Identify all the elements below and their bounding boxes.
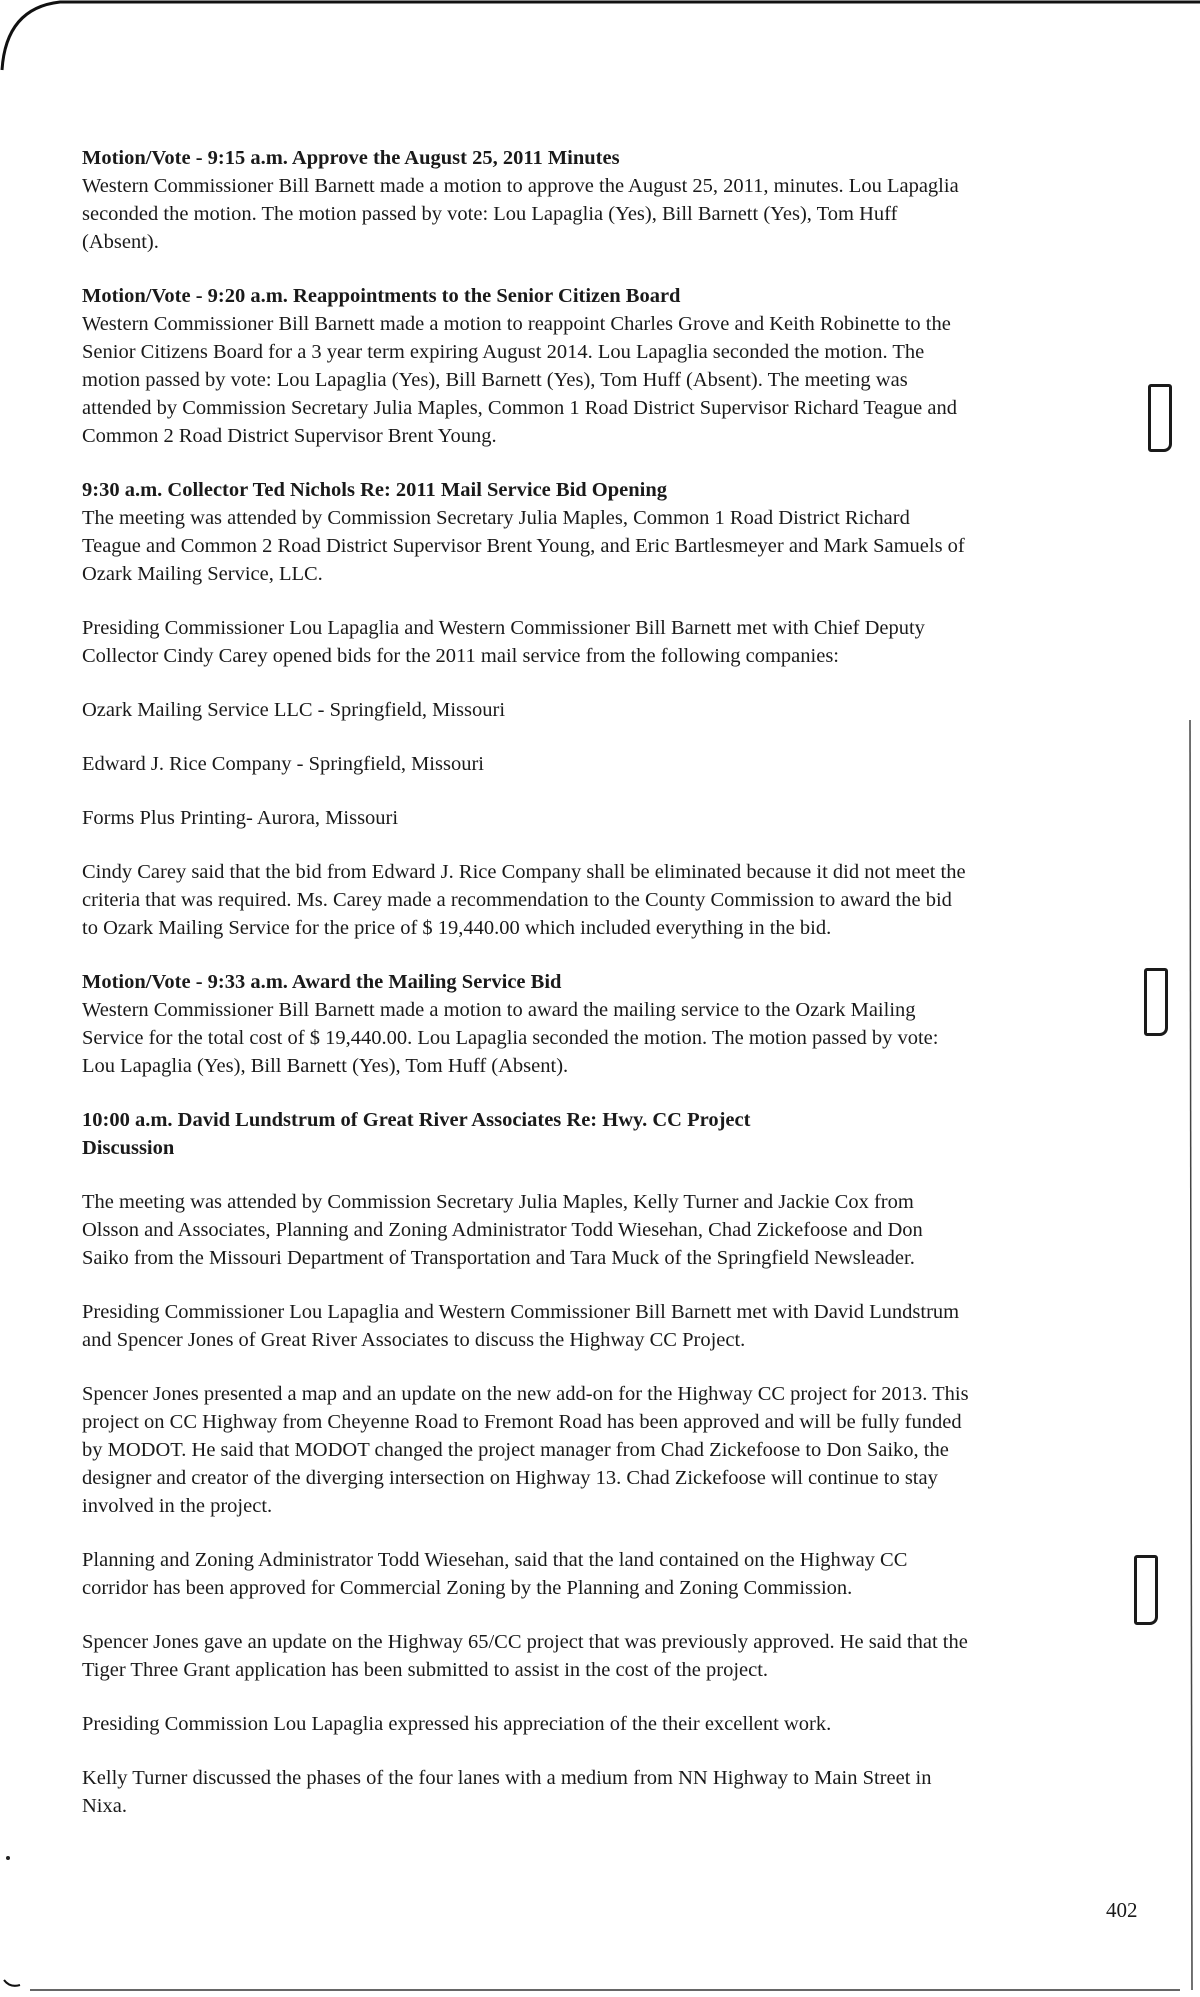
section-senior-board xyxy=(82,282,1117,450)
margin-bracket-1 xyxy=(1148,384,1172,452)
paragraph: Presiding Commission Lou Lapaglia expressed his appreciation of the their excellent work. xyxy=(82,1713,832,1735)
paragraph: The meeting was attended by Commission Secretary Julia Maples, Kelly Turner and Jackie Cox from Olsson and Associates, Planning and Zoning Administrator Todd Wiesehan, Chad Zickefoose and Don Saiko from the Missouri Department of Transportation and Tara Muck of the Springfield Newsleader. xyxy=(82,1191,923,1269)
section-hwy-cc-project xyxy=(82,1106,1117,1820)
section-text: Western Commissioner Bill Barnett made a motion to reappoint Charles Grove and Keith Robinette to the Senior Citizens Board for a 3 year term expiring August 2014. Lou Lapaglia seconded the motion. The motion passed by vote: Lou Lapaglia (Yes), Bill Barnett (Yes), Tom Huff (Absent). The meeting was attended by Commission Secretary Julia Maples, Common 1 Road District Supervisor Richard Teague and Common 2 Road District Supervisor Brent Young. xyxy=(82,313,957,447)
paragraph: Spencer Jones gave an update on the Highway 65/CC project that was previously approved. He said that the Tiger Three Grant application has been submitted to assist in the cost of the project. xyxy=(82,1631,968,1681)
page-number: 402 xyxy=(1106,1898,1138,1922)
bid-intro: Presiding Commissioner Lou Lapaglia and Western Commissioner Bill Barnett met with Chief Deputy Collector Cindy Carey opened bids for the 2011 mail service from the following companies: xyxy=(82,617,925,667)
scan-speck xyxy=(6,1856,10,1860)
paragraph: Kelly Turner discussed the phases of the four lanes with a medium from NN Highway to Main Street in Nixa. xyxy=(82,1767,932,1817)
bidder-item: Forms Plus Printing- Aurora, Missouri xyxy=(82,807,399,829)
section-heading: 9:30 a.m. Collector Ted Nichols Re: 2011 Mail Service Bid Opening xyxy=(82,479,667,501)
bid-outcome: Cindy Carey said that the bid from Edward J. Rice Company shall be eliminated because it did not meet the criteria that was required. Ms. Carey made a recommendation to the County Commission to award the bid to Ozark Mailing Service for the price of $ 19,440.00 which included everything in the bid. xyxy=(82,861,966,939)
section-text: The meeting was attended by Commission Secretary Julia Maples, Common 1 Road District Richard Teague and Common 2 Road District Supervisor Brent Young, and Eric Bartlesmeyer and Mark Samuels of Ozark Mailing Service, LLC. xyxy=(82,507,965,585)
paragraph: Spencer Jones presented a map and an update on the new add-on for the Highway CC project for 2013. This project on CC Highway from Cheyenne Road to Fremont Road has been approved and will be fully funded by MODOT. He said that MODOT changed the project manager from Chad Zickefoose to Don Saiko, the designer and creator of the diverging intersection on Highway 13. Chad Zickefoose will continue to stay involved in the project. xyxy=(82,1383,969,1517)
margin-bracket-3 xyxy=(1134,1555,1158,1625)
document-body xyxy=(82,144,1117,1846)
section-heading: 10:00 a.m. David Lundstrum of Great River Associates Re: Hwy. CC Project Discussion xyxy=(82,1109,751,1159)
section-text: Western Commissioner Bill Barnett made a motion to award the mailing service to the Ozark Mailing Service for the total cost of $ 19,440.00. Lou Lapaglia seconded the motion. The motion passed by vote: Lou Lapaglia (Yes), Bill Barnett (Yes), Tom Huff (Absent). xyxy=(82,999,939,1077)
section-heading: Motion/Vote - 9:20 a.m. Reappointments to the Senior Citizen Board xyxy=(82,285,681,307)
section-text: Western Commissioner Bill Barnett made a motion to approve the August 25, 2011, minutes. Lou Lapaglia seconded the motion. The motion passed by vote: Lou Lapaglia (Yes), Bill Barnett (Yes), Tom Huff (Absent). xyxy=(82,175,959,253)
bidder-list xyxy=(82,696,1117,832)
section-award-bid xyxy=(82,968,1117,1080)
bidder-item: Edward J. Rice Company - Springfield, Missouri xyxy=(82,753,484,775)
paragraph: Presiding Commissioner Lou Lapaglia and Western Commissioner Bill Barnett met with David Lundstrum and Spencer Jones of Great River Associates to discuss the Highway CC Project. xyxy=(82,1301,960,1351)
section-heading: Motion/Vote - 9:15 a.m. Approve the August 25, 2011 Minutes xyxy=(82,147,620,169)
section-heading: Motion/Vote - 9:33 a.m. Award the Mailing Service Bid xyxy=(82,971,562,993)
section-mail-bid-opening xyxy=(82,476,1117,942)
bidder-item: Ozark Mailing Service LLC - Springfield, Missouri xyxy=(82,699,506,721)
section-approve-minutes xyxy=(82,144,1117,256)
paragraph: Planning and Zoning Administrator Todd Wiesehan, said that the land contained on the Highway CC corridor has been approved for Commercial Zoning by the Planning and Zoning Commission. xyxy=(82,1549,908,1599)
margin-bracket-2 xyxy=(1144,968,1168,1036)
